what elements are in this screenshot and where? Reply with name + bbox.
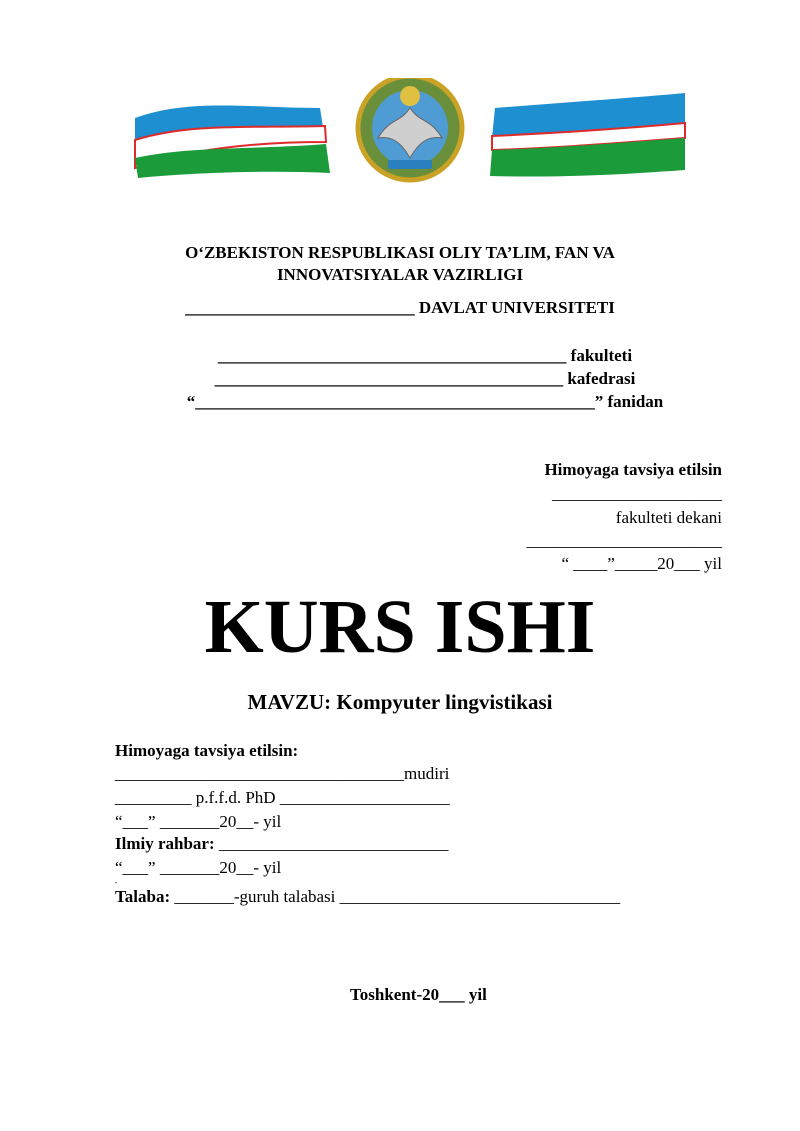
university-line: ___________________________ DAVLAT UNIVERSITETI xyxy=(185,298,615,317)
approval-right-date: “ ____”_____20___ yil xyxy=(561,554,722,573)
topic-line: MAVZU: Kompyuter lingvistikasi xyxy=(247,690,553,714)
head-line: __________________________________mudiri xyxy=(115,764,450,783)
uzbekistan-coat-of-arms-emblem xyxy=(130,78,690,188)
faculty-block xyxy=(0,344,800,413)
supervisor-blank: ___________________________ xyxy=(214,834,449,853)
date-line-2: “___” _______20__- yil xyxy=(115,858,282,877)
degree-line: _________ p.f.f.d. PhD ____________________ xyxy=(115,788,450,807)
ministry-line-1: O‘ZBEKISTON RESPUBLIKASI OLIY TA’LIM, FAN VA xyxy=(185,243,615,262)
department-line: _________________________________________ kafedrasi xyxy=(214,369,636,388)
supervisor-label: Ilmiy rahbar: xyxy=(115,834,215,853)
ministry-line-2: INNOVATSIYALAR VAZIRLIGI xyxy=(276,265,524,284)
student-blank: _______-guruh talabasi _________________________________ xyxy=(170,887,621,906)
document-title: KURS ISHI xyxy=(204,585,596,669)
faculty-line: _________________________________________ fakulteti xyxy=(217,346,633,365)
ministry-header xyxy=(0,242,800,286)
student-line xyxy=(115,887,620,907)
city-year: Toshkent-20___ yil xyxy=(350,985,487,1004)
approval-right-title: Himoyaga tavsiya etilsin xyxy=(544,460,722,479)
approval-right-line-2: _______________________ xyxy=(526,531,722,550)
tiny-mark: " xyxy=(115,882,118,888)
student-label: Talaba: xyxy=(115,887,171,906)
approval-left-title: Himoyaga tavsiya etilsin: xyxy=(115,741,299,760)
dean-label: fakulteti dekani xyxy=(615,508,722,527)
supervisor-line xyxy=(115,834,448,854)
approval-right-line-1: ____________________ xyxy=(552,484,722,503)
subject-line: “_______________________________________________” fanidan xyxy=(186,392,664,411)
date-line-1: “___” _______20__- yil xyxy=(115,812,282,831)
